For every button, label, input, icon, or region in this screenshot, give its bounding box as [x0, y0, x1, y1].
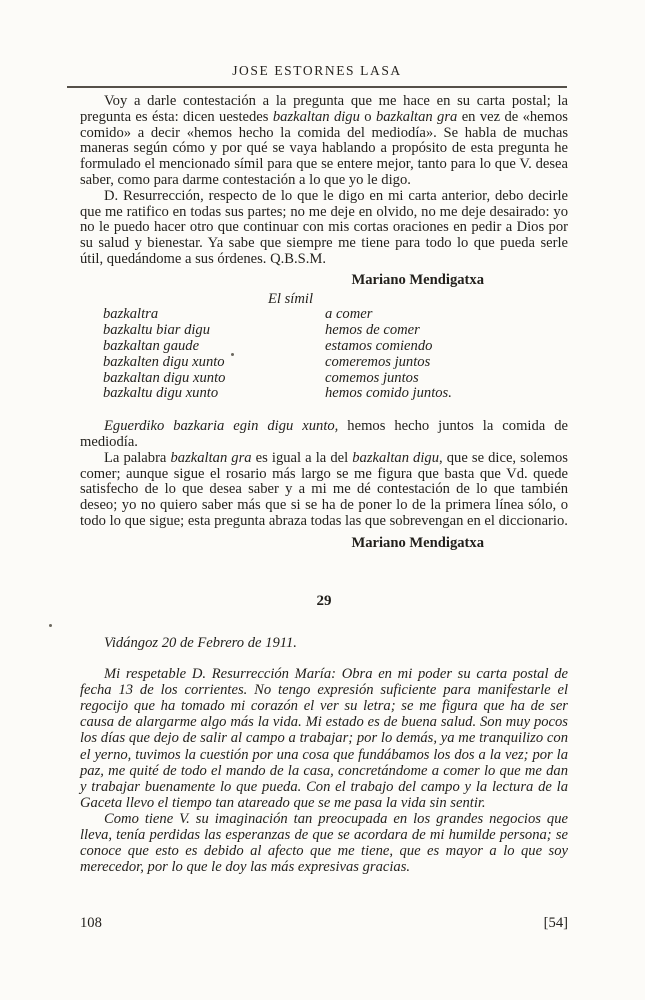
running-header: JOSE ESTORNES LASA	[67, 63, 567, 88]
scan-speck	[231, 353, 234, 356]
simil-spanish: comeremos juntos	[325, 353, 431, 370]
simil-spanish: estamos comiendo	[325, 337, 433, 354]
page-body	[80, 94, 568, 875]
simil-table	[80, 307, 568, 402]
simil-basque: bazkaltu digu xunto	[103, 385, 219, 402]
scan-speck	[49, 624, 52, 627]
folio-number: [54]	[543, 915, 568, 931]
letter29-paragraph-1: Mi respetable D. Resurrección María: Obra en mi poder su carta postal de fecha 13 de los corrientes. No tengo expresión suficiente para manifestarle el regocijo que ha tomado mi corazón el ver su letra; se me figura que ha de ser causa de alargarme algo más la vida. Mi estado es de buena salud. Son muy pocos los días que dejo de salir al campo a trabajar; por lo demás, ya me tranquilizo con el yerno, tuvimos la cuestión por una cosa que fundábamos los dos a la vez; por la paz, me quité de todo el mando de la casa, concretándome a comer lo que me dan y trabajar buenamente lo que pueda. Con el trabajo del campo y la lectura de la Gaceta llevo el tiempo tan atareado que se me pasa la vida sin sentir.	[80, 666, 568, 811]
letter28-paragraph-4: La palabra bazkaltan gra es igual a la del bazkaltan digu, que se dice, solemos comer; aunque sigue el rosario más largo se me figura que basta que Vd. quede satisfecho de lo que desea saber y a mi me dé contestación de lo que también deseo; yo no quiero saber más que si se ha de poner lo de la primera línea sólo, o todo lo que sigue; esta pregunta abraza todas las que sobrevengan en el diccionario.	[80, 449, 568, 529]
simil-heading: El símil	[268, 290, 313, 307]
simil-basque: bazkalten digu xunto	[103, 353, 225, 370]
page-footer	[80, 915, 568, 932]
simil-spanish: hemos comido juntos.	[325, 385, 452, 402]
simil-spanish: a comer	[325, 306, 373, 323]
simil-basque: bazkaltan gaude	[103, 337, 200, 354]
simil-basque: bazkaltra	[103, 306, 159, 323]
simil-basque: bazkaltu biar digu	[103, 322, 211, 339]
section-number: 29	[316, 592, 332, 609]
letter28-paragraph-3: Eguerdiko bazkaria egin digu xunto, hemos hecho juntos la comida de mediodía.	[80, 418, 568, 450]
simil-row	[80, 307, 568, 323]
signature-mariano-2: Mariano Mendigatxa	[351, 534, 484, 551]
simil-row	[80, 371, 568, 387]
letter28-paragraph-1: Voy a darle contestación a la pregunta que me hace en su carta postal; la pregunta es ésta: dicen uestedes bazkaltan digu o bazkaltan gra en vez de «hemos comido» a decir «hemos hecho la comida del mediodía». Se habla de muchas maneras según cómo y por qué se vaya hablando a propósito de esta pregunta he formulado el mencionado símil para que se entere mejor, tanto para lo que V. desea saber, como para darme contestación a lo que yo le digo.	[80, 93, 568, 188]
simil-row	[80, 323, 568, 339]
simil-basque: bazkaltan digu xunto	[103, 369, 226, 386]
letter29-paragraph-2: Como tiene V. su imaginación tan preocupada en los grandes negocios que lleva, tenía perdidas las esperanzas de que se acordara de mi humilde persona; se conoce que esto es debido al afecto que me tiene, que es mayor a lo que soy merecedor, por lo que le doy las más expresivas gracias.	[80, 810, 568, 876]
simil-row	[80, 355, 568, 371]
simil-spanish: hemos de comer	[325, 322, 420, 339]
letter28-paragraph-2: D. Resurrección, respecto de lo que le digo en mi carta anterior, debo decirle que me ratifico en todas sus partes; no me deje en olvido, no me deje desairado: yo no le puedo hacer otro que continuar con mis cortas oraciones en pedir a Dios por su salud y bienestar. Ya sabe que siempre me tiene para todo lo que pueda serle útil, quedándome a sus órdenes. Q.B.S.M.	[80, 187, 568, 267]
page-number: 108	[80, 915, 102, 931]
simil-row	[80, 386, 568, 402]
simil-spanish: comemos juntos	[325, 369, 419, 386]
signature-mariano-1: Mariano Mendigatxa	[351, 271, 484, 288]
letter29-dateline: Vidángoz 20 de Febrero de 1911.	[104, 635, 297, 652]
simil-row	[80, 339, 568, 355]
